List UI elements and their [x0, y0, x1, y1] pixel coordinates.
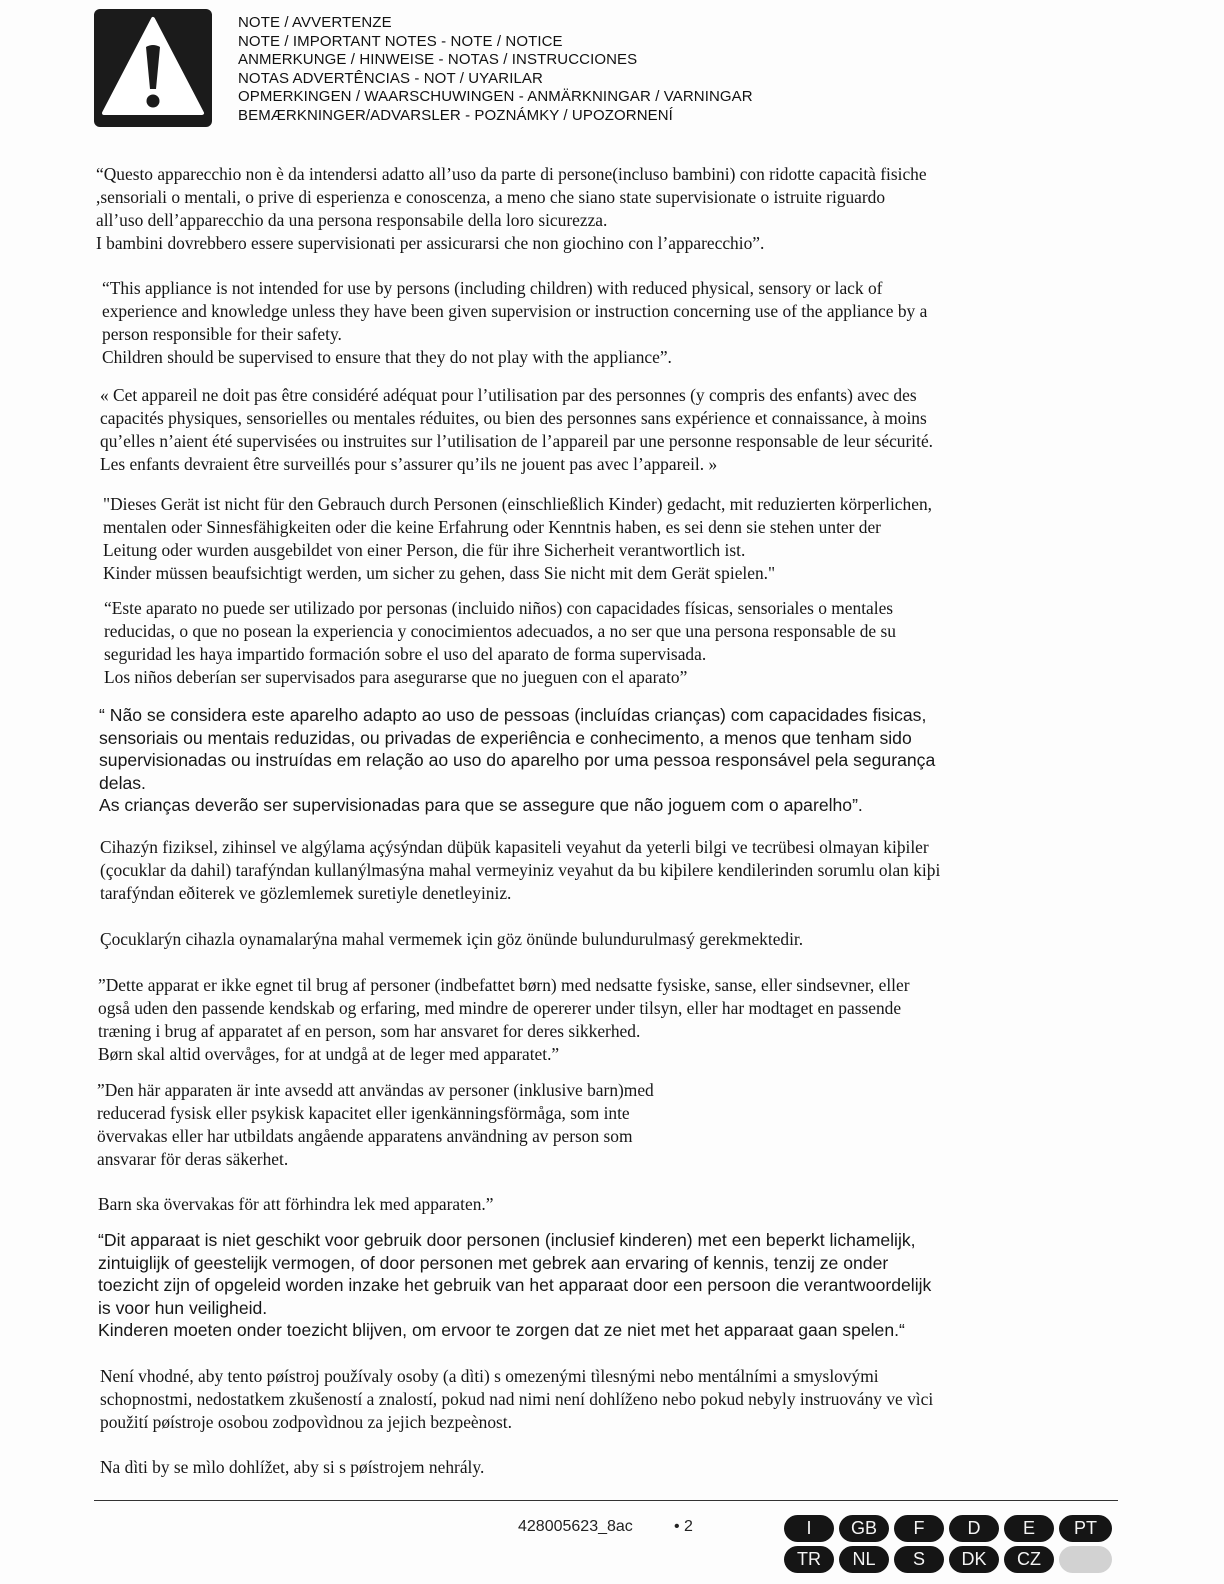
header-line: BEMÆRKNINGER/ADVARSLER - POZNÁMKY / UPOZORNENÍ [238, 106, 673, 124]
language-badge-blank [1059, 1546, 1112, 1573]
notes-header [238, 14, 753, 126]
paragraph-swedish-children: Barn ska övervakas för att förhindra lek med apparaten.” [98, 1194, 494, 1214]
language-badge-de: D [949, 1515, 999, 1542]
language-badge-it: I [784, 1515, 834, 1542]
paragraph-spanish: “Este aparato no puede ser utilizado por personas (incluido niños) con capacidades físicas, sensoriales o mentales reducidas, o que no posean la experiencia y conocimientos adecuados, a no ser que una persona responsable de su seguridad les haya impartido formación sobre el uso del aparato de forma supervisada. Los niños deberían ser supervisados para asegurarse que no jueguen con el aparato” [104, 598, 896, 687]
paragraph-czech-children: Na dìti by se mìlo dohlížet, aby si s pøístrojem nehrály. [100, 1457, 485, 1477]
header-line: OPMERKINGEN / WAARSCHUWINGEN - ANMÄRKNINGAR / VARNINGAR [238, 88, 753, 106]
paragraph-dutch: “Dit apparaat is niet geschikt voor gebruik door personen (inclusief kinderen) met een beperkt lichamelijk, zintuiglijk of geestelijk vermogen, of door personen met gebrek aan ervaring of kennis, tenzij ze onder toezicht zijn of opgeleid worden inzake het gebruik van het apparaat door een persoon die verantwoordelijk is voor hun veiligheid. Kinderen moeten onder toezicht blijven, om ervoor te zorgen dat ze niet met het apparaat gaan spelen.“ [98, 1230, 932, 1341]
language-badge-fr: F [894, 1515, 944, 1542]
document-code: 428005623_8ac [518, 1518, 633, 1535]
language-badge-es: E [1004, 1515, 1054, 1542]
header-line: NOTE / IMPORTANT NOTES - NOTE / NOTICE [238, 32, 563, 50]
language-badge-tr: TR [784, 1546, 834, 1573]
page-number: • 2 [674, 1518, 693, 1535]
paragraph-german: "Dieses Gerät ist nicht für den Gebrauch durch Personen (einschließlich Kinder) gedacht, mit reduzierten körperlichen, mentalen oder Sinnesfähigkeiten oder die keine Erfahrung oder Kenntnis haben, es sei denn sie stehen unter der Leitung oder wurden ausgebildet von einer Person, die für ihre Sicherheit verantwortlich ist. Kinder müssen beaufsichtigt werden, um sicher zu gehen, dass Sie nicht mit dem Gerät spielen." [103, 494, 932, 583]
paragraph-english: “This appliance is not intended for use by persons (including children) with reduced physical, sensory or lack of experience and knowledge unless they have been given supervision or instruction concerning use of the appliance by a person responsible for their safety. Children should be supervised to ensure that they do not play with the appliance”. [102, 278, 928, 367]
paragraph-czech: Není vhodné, aby tento pøístroj používaly osoby (a dìti) s omezenými tìlesnými nebo mentálními a smyslovými schopnostmi, nedostatkem zkušeností a znalostí, pokud nad nimi není dohlíženo nebo pokud nebyly instruovány ve vìci použití pøístroje osobou zodpovìdnou za jejich bezpeènost. [100, 1366, 934, 1432]
language-badge-cz: CZ [1004, 1546, 1054, 1573]
language-badge-gb: GB [839, 1515, 889, 1542]
paragraph-danish: ”Dette apparat er ikke egnet til brug af personer (indbefattet børn) med nedsatte fysiske, sanse, eller sindsevner, eller også uden den passende kendskab og erfaring, med mindre de opererer under tilsyn, eller har modtaget en passende træning i brug af apparatet af en person, som har ansvaret for deres sikkerhed. Børn skal altid overvåges, for at undgå at de leger med apparatet.” [98, 975, 910, 1064]
paragraph-swedish: ”Den här apparaten är inte avsedd att användas av personer (inklusive barn)med reducerad fysisk eller psykisk kapacitet eller igenkänningsförmåga, som inte övervakas eller har utbildats angående apparatens användning av person som ansvarar för deras säkerhet. [97, 1080, 654, 1169]
paragraph-turkish: Cihazýn fiziksel, zihinsel ve algýlama açýsýndan düþük kapasiteli veyahut da yeterli bilgi ve tecrübesi olmayan kiþiler (çocuklar da dahil) tarafýndan kullanýlmasýna mahal vermeyiniz veyahut da bu kiþilere kendilerinden sorumlu olan kiþi tarafýndan eðiterek ve gözlemlemek suretiyle denetleyiniz. [100, 837, 941, 903]
language-badge-nl: NL [839, 1546, 889, 1573]
header-line: ANMERKUNGE / HINWEISE - NOTAS / INSTRUCCIONES [238, 51, 638, 69]
paragraph-italian: “Questo apparecchio non è da intendersi adatto all’uso da parte di persone(incluso bambini) con ridotte capacità fisiche ,sensoriali o mentali, o prive di esperienza e conoscenza, a meno che siano state supervisionate o istruite riguardo all’uso dell’apparecchio da una persona responsabile della loro sicurezza. I bambini dovrebbero essere supervisionati per assicurarsi che non giochino con l’apparecchio”. [96, 164, 927, 253]
header-line: NOTE / AVVERTENZE [238, 14, 392, 31]
paragraph-turkish-children: Çocuklarýn cihazla oynamalarýna mahal vermemek için göz önünde bulundurulmasý gerekmektedir. [100, 929, 804, 949]
footer-divider [94, 1500, 1118, 1501]
paragraph-portuguese: “ Não se considera este aparelho adapto ao uso de pessoas (incluídas crianças) com capacidades fisicas, sensoriais ou mentais reduzidas, ou privadas de experiência e conhecimento, a menos que tenham sido supervisionadas ou instruídas em relação ao uso do aparelho por uma pessoa responsável pela segurança delas. As crianças deverão ser supervisionadas para que se assegure que não joguem com o aparelho”. [99, 705, 936, 816]
language-badge-se: S [894, 1546, 944, 1573]
paragraph-french: « Cet appareil ne doit pas être considéré adéquat pour l’utilisation par des personnes (y compris des enfants) avec des capacités physiques, sensorielles ou mentales réduites, ou bien des personnes sans expérience et connaissance, à moins qu’elles n’aient été supervisées ou instruites sur l’utilisation de l’appareil par une personne responsable de leur sécurité. Les enfants devraient être surveillés pour s’assurer qu’ils ne jouent pas avec l’appareil. » [100, 385, 934, 474]
header-line: NOTAS ADVERTÊNCIAS - NOT / UYARILAR [238, 69, 543, 87]
language-badge-pt: PT [1059, 1515, 1112, 1542]
warning-icon [94, 9, 212, 127]
language-badge-dk: DK [949, 1546, 999, 1573]
